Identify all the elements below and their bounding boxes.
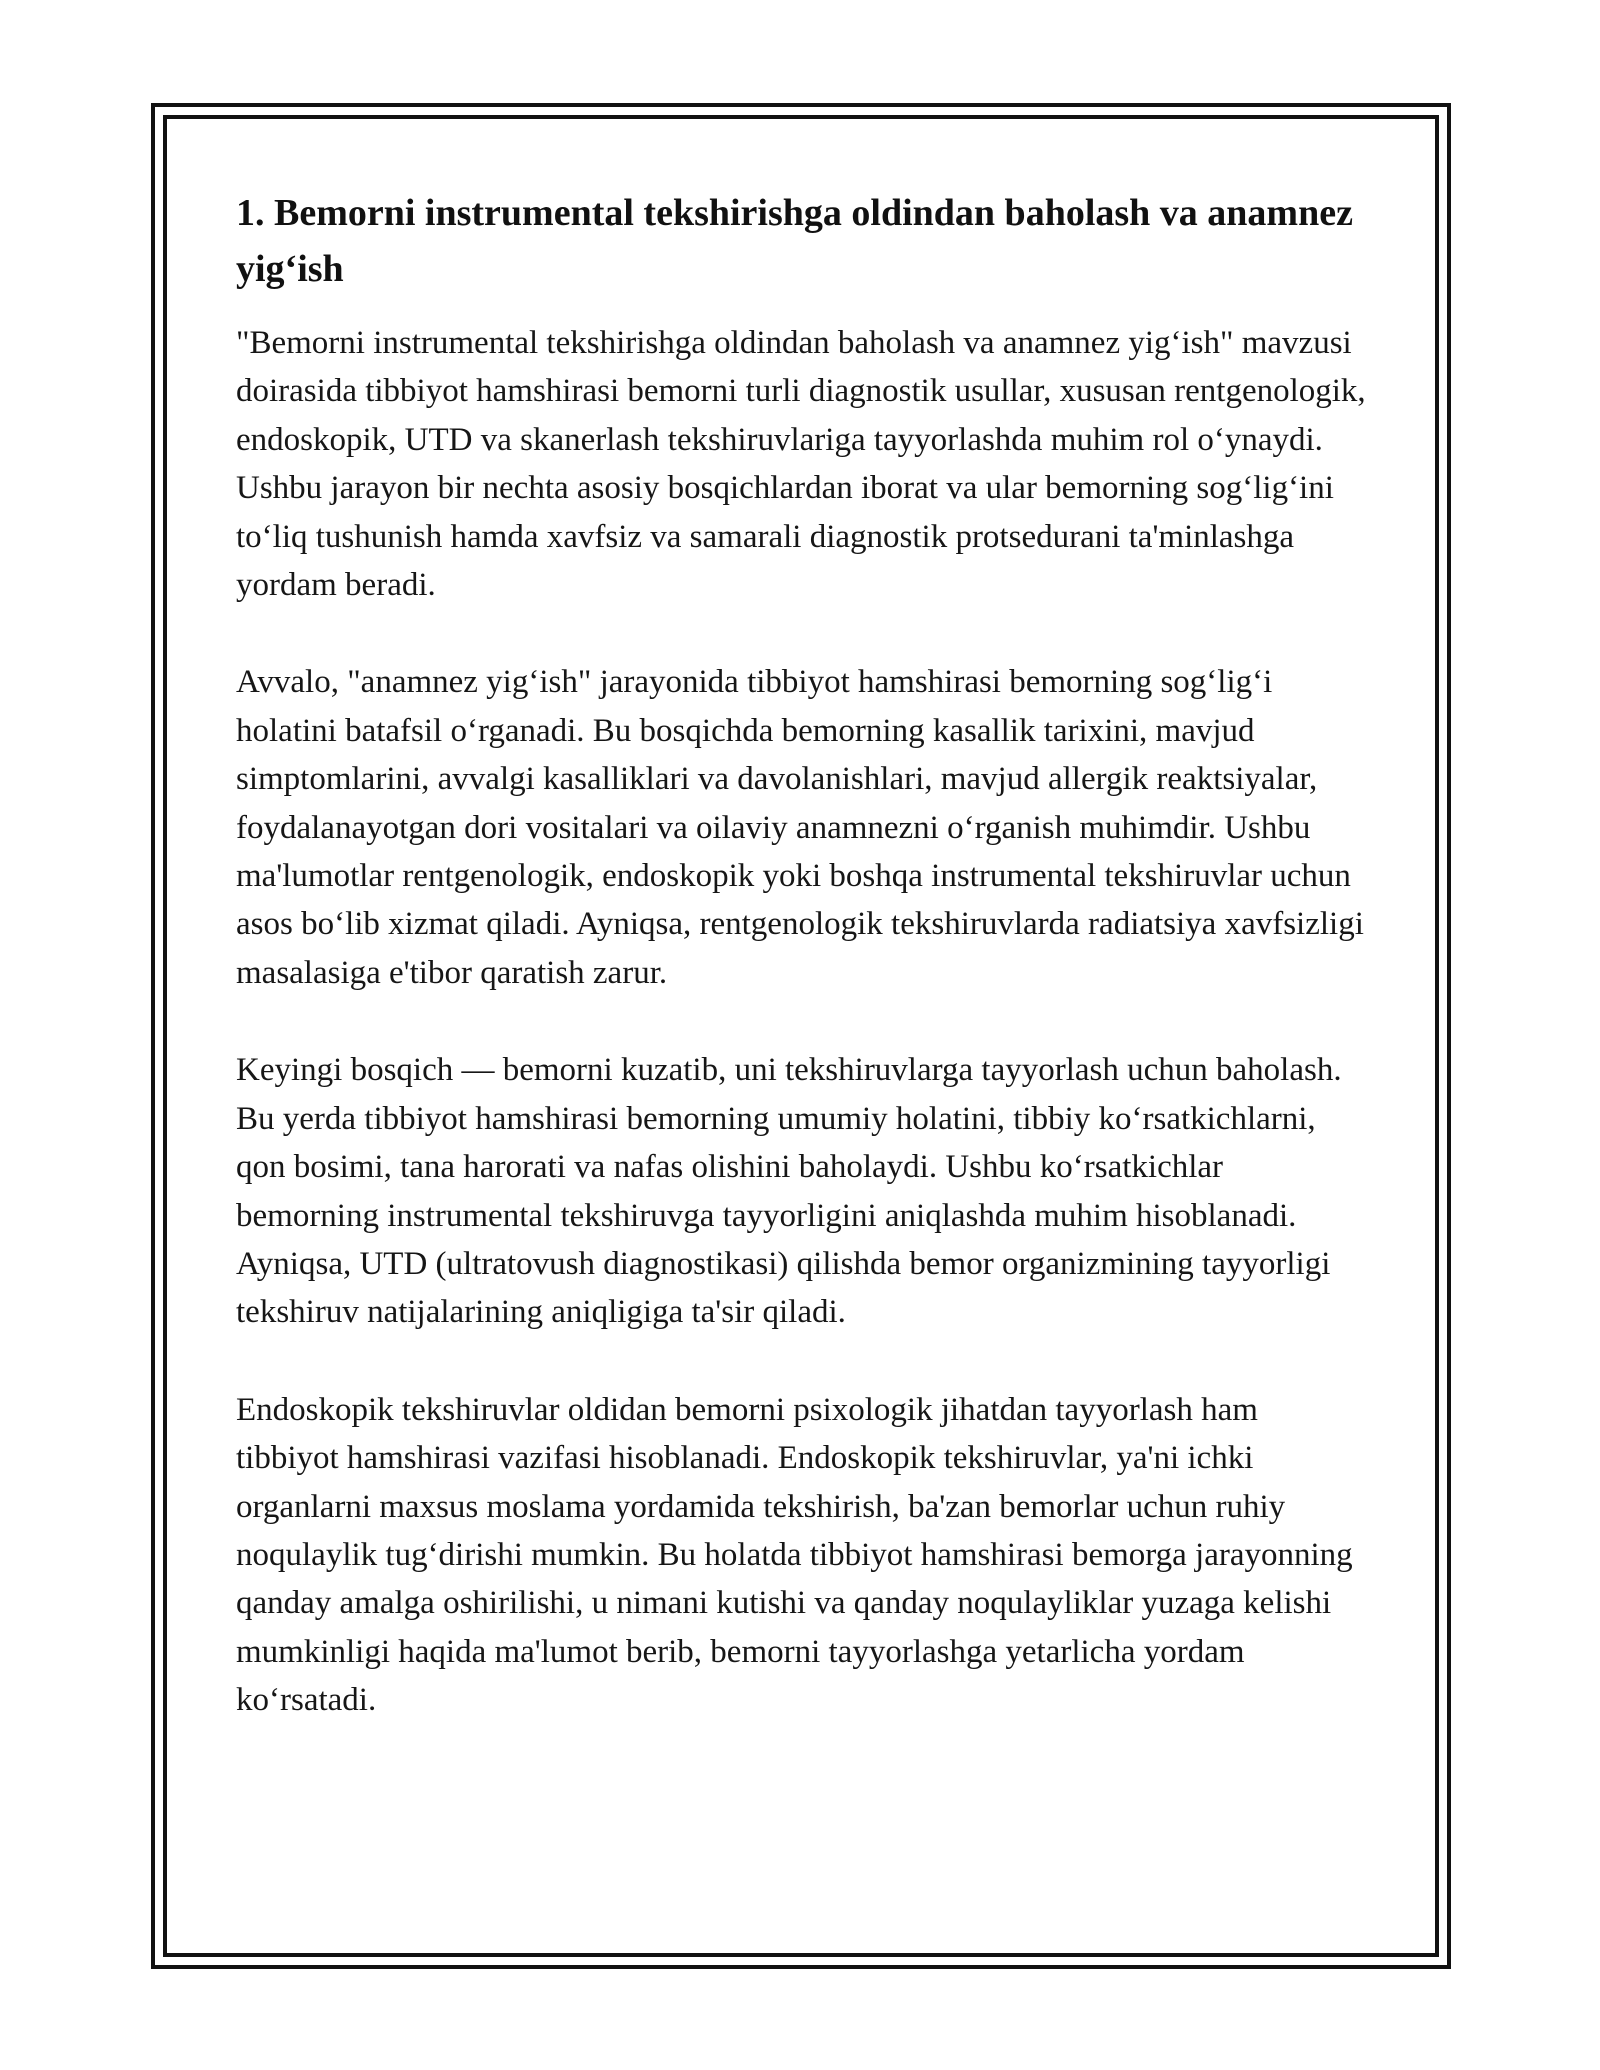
paragraph-1: "Bemorni instrumental tekshirishga oldindan baholash va anamnez yig‘ish" mavzusi doirasida tibbiyot hamshirasi bemorni turli diagnostik usullar, xususan rentgenologik, endoskopik, UTD va skanerlash tekshiruvlariga tayyorlashda muhim rol o‘ynaydi. Ushbu jarayon bir nechta asosiy bosqichlardan iborat va ular bemorning sog‘lig‘ini to‘liq tushunish hamda xavfsiz va samarali diagnostik protsedurani ta'minlashga yordam beradi. bbox=[236, 325, 1366, 604]
paragraph-4: Endoskopik tekshiruvlar oldidan bemorni psixologik jihatdan tayyorlash ham tibbiyot hamshirasi vazifasi hisoblanadi. Endoskopik tekshiruvlar, ya'ni ichki organlarni maxsus moslama yordamida tekshirish, ba'zan bemorlar uchun ruhiy noqulaylik tug‘dirishi mumkin. Bu holatda tibbiyot hamshirasi bemorga jarayonning qanday amalga oshirilishi, u nimani kutishi va qanday noqulayliklar yuzaga kelishi mumkinligi haqida ma'lumot berib, bemorni tayyorlashga yetarlicha yordam ko‘rsatadi. bbox=[236, 1391, 1353, 1719]
paragraph-2: Avvalo, "anamnez yig‘ish" jarayonida tibbiyot hamshirasi bemorning sog‘lig‘i holatini batafsil o‘rganadi. Bu bosqichda bemorning kasallik tarixini, mavjud simptomlarini, avvalgi kasalliklari va davolanishlari, mavjud allergik reaktsiyalar, foydalanayotgan dori vositalari va oilaviy anamnezni o‘rganish muhimdir. Ushbu ma'lumotlar rentgenologik, endoskopik yoki boshqa instrumental tekshiruvlar uchun asos bo‘lib xizmat qiladi. Ayniqsa, rentgenologik tekshiruvlarda radiatsiya xavfsizligi masalasiga e'tibor qaratish zarur. bbox=[236, 664, 1364, 991]
document-body bbox=[236, 185, 1366, 1774]
section-heading: 1. Bemorni instrumental tekshirishga oldindan baholash va anamnez yig‘ish bbox=[236, 192, 1353, 290]
paragraph-3: Keyingi bosqich — bemorni kuzatib, uni tekshiruvlarga tayyorlash uchun baholash. Bu yerda tibbiyot hamshirasi bemorning umumiy holatini, tibbiy ko‘rsatkichlarni, qon bosimi, tana harorati va nafas olishini baholaydi. Ushbu ko‘rsatkichlar bemorning instrumental tekshiruvga tayyorligini aniqlashda muhim hisoblanadi. Ayniqsa, UTD (ultratovush diagnostikasi) qilishda bemor organizmining tayyorligi tekshiruv natijalarining aniqligiga ta'sir qiladi. bbox=[236, 1052, 1342, 1331]
